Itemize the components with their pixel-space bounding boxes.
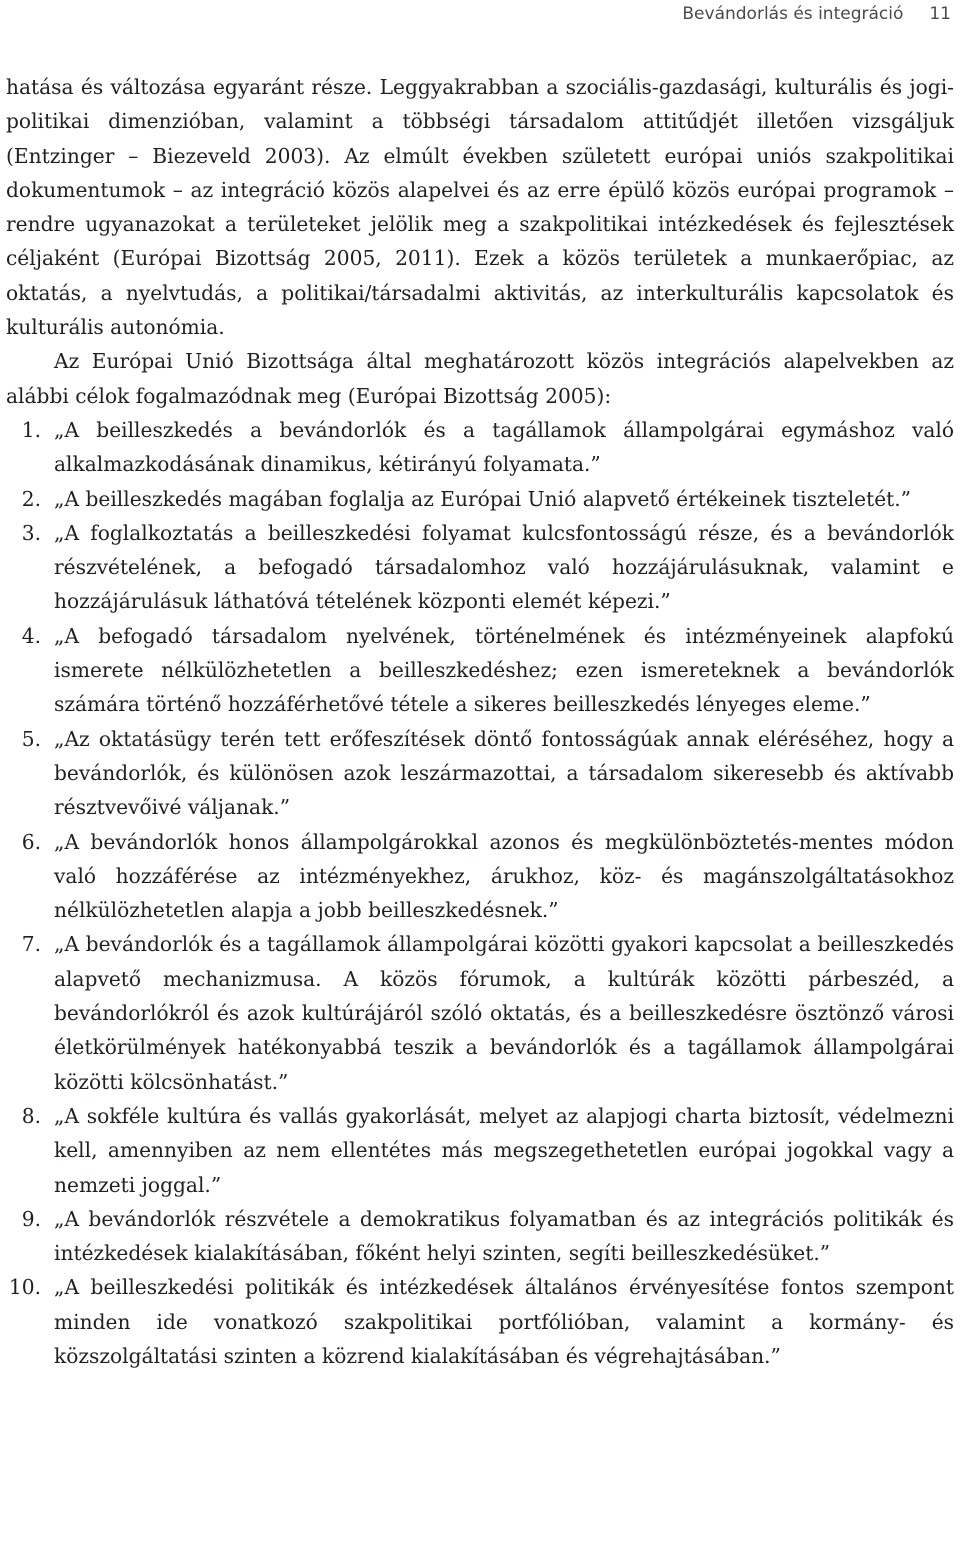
list-item-number: 4. xyxy=(21,623,41,648)
page-body xyxy=(6,70,954,1373)
body-paragraph-2: Az Európai Unió Bizottsága által meghatározott közös integrációs alapelvekben az alábbi célok fogalmazódnak meg (Európai Bizottság 2005): xyxy=(6,349,954,408)
list-item xyxy=(6,482,954,516)
body-paragraph-1: hatása és változása egyaránt része. Leggyakrabban a szociális-gazdasági, kulturális és jogi-politikai dimenzióban, valamint a többségi társadalom attitűdjét illetően vizsgáljuk (Entzinger – Biezeveld 2003). Az elmúlt években született európai uniós szakpolitikai dokumentumok – az integráció közös alapelvei és az erre épülő közös európai programok – rendre ugyanazokat a területeket jelölik meg a szakpolitikai intézkedések és fejlesztések céljaként (Európai Bizottság 2005, 2011). Ezek a közös területek a munkaerőpiac, az oktatás, a nyelvtudás, a politikai/társadalmi aktivitás, az interkulturális kapcsolatok és kulturális autonómia. xyxy=(6,75,954,340)
list-item-number: 10. xyxy=(8,1275,41,1300)
list-item xyxy=(6,1099,954,1202)
list-item-text: „A beilleszkedési politikák és intézkedések általános érvényesítése fontos szempont minden ide vonatkozó szakpolitikai portfólióban, valamint a kormány- és közszolgáltatási szinten a közrend kialakításában és végrehajtásában.” xyxy=(54,1275,954,1368)
list-item-number: 9. xyxy=(21,1206,41,1231)
list-item xyxy=(6,825,954,928)
running-title: Bevándorlás és integráció xyxy=(682,4,904,24)
page-number: 11 xyxy=(929,4,951,24)
list-item xyxy=(6,1270,954,1373)
list-item-text: „A befogadó társadalom nyelvének, történelmének és intézményeinek alapfokú ismerete nélkülözhetetlen a beilleszkedéshez; ezen ismereteknek a bevándorlók számára történő hozzáférhetővé tétele a sikeres beilleszkedés lényeges eleme.” xyxy=(54,623,954,717)
list-item-number: 1. xyxy=(21,417,41,442)
list-item-number: 2. xyxy=(21,486,41,511)
list-item-text: „A bevándorlók honos állampolgárokkal azonos és megkülönböztetés-mentes módon való hozzáférése az intézményekhez, árukhoz, köz- és magánszolgáltatásokhoz nélkülözhetetlen alapja a jobb beilleszkedésnek.” xyxy=(54,829,954,923)
list-item-number: 7. xyxy=(21,932,41,957)
list-item-number: 6. xyxy=(21,829,41,854)
list-item-number: 3. xyxy=(21,520,41,545)
principles-list xyxy=(6,413,954,1373)
list-item-text: „A bevándorlók részvétele a demokratikus folyamatban és az integrációs politikák és intézkedések kialakításában, főként helyi szinten, segíti beilleszkedésüket.” xyxy=(54,1206,954,1266)
list-item xyxy=(6,722,954,825)
list-item-text: „Az oktatásügy terén tett erőfeszítések döntő fontosságúak annak eléréséhez, hogy a bevándorlók, és különösen azok leszármazottai, a társadalom sikeresebb és aktívabb résztvevőivé váljanak.” xyxy=(54,726,954,820)
list-item xyxy=(6,413,954,482)
list-item xyxy=(6,619,954,722)
list-item-text: „A beilleszkedés a bevándorlók és a tagállamok állampolgárai egymáshoz való alkalmazkodásának dinamikus, kétirányú folyamata.” xyxy=(54,417,954,477)
running-header xyxy=(682,4,951,24)
list-item-text: „A sokféle kultúra és vallás gyakorlását, melyet az alapjogi charta biztosít, védelmezni kell, amennyiben az nem ellentétes más megszegethetetlen európai jogokkal vagy a nemzeti joggal.” xyxy=(54,1103,954,1197)
list-item xyxy=(6,1202,954,1271)
list-item xyxy=(6,516,954,619)
list-item-text: „A bevándorlók és a tagállamok állampolgárai közötti gyakori kapcsolat a beilleszkedés alapvető mechanizmusa. A közös fórumok, a kultúrák közötti párbeszéd, a bevándorlókról és azok kultúrájáról szóló oktatás, és a beilleszkedésre ösztönző városi életkörülmények hatékonyabbá teszik a bevándorlók és a tagállamok állampolgárai közötti kölcsönhatást.” xyxy=(54,932,954,1094)
list-item-text: „A foglalkoztatás a beilleszkedési folyamat kulcsfontosságú része, és a bevándorlók részvételének, a befogadó társadalomhoz való hozzájárulásuknak, valamint e hozzájárulásuk láthatóvá tételének központi elemét képezi.” xyxy=(54,520,954,614)
list-item-number: 5. xyxy=(21,726,41,751)
list-item-number: 8. xyxy=(21,1103,41,1128)
list-item-text: „A beilleszkedés magában foglalja az Európai Unió alapvető értékeinek tiszteletét.” xyxy=(54,486,912,511)
list-item xyxy=(6,927,954,1098)
